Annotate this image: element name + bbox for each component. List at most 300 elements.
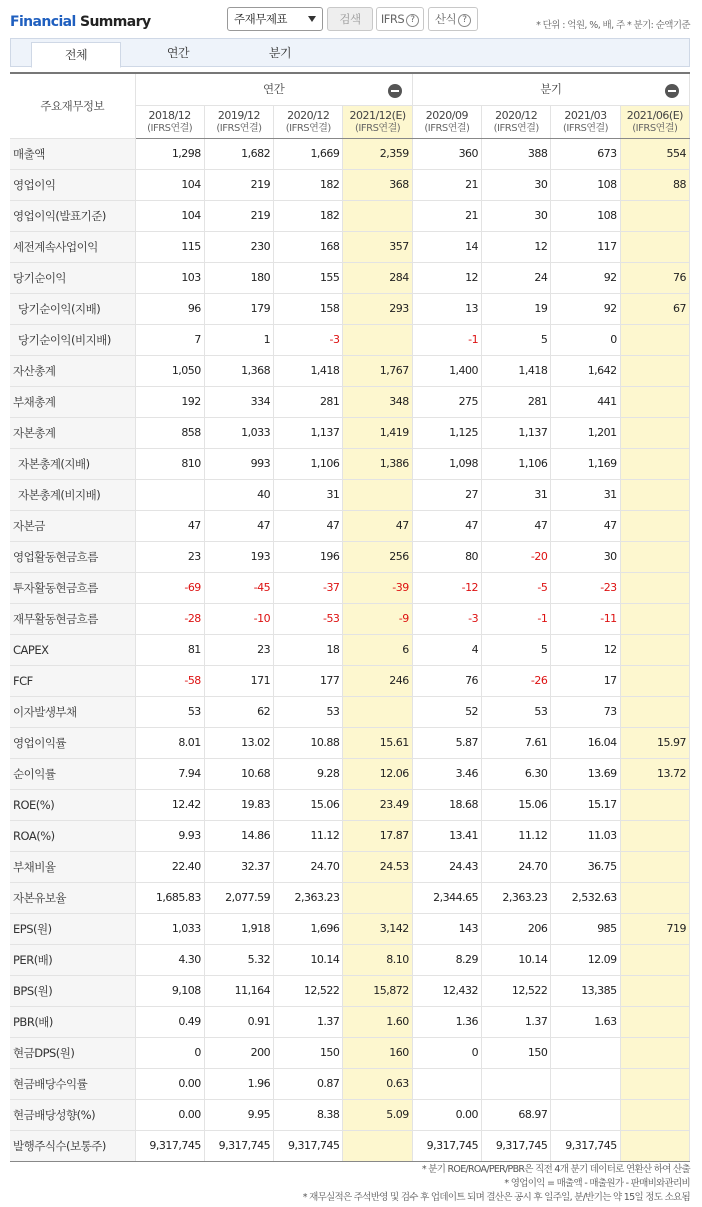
period-basis: (IFRS연결) <box>216 122 262 134</box>
table-cell: 7.61 <box>482 727 551 758</box>
table-cell: 88 <box>620 169 689 200</box>
table-cell: -58 <box>135 665 204 696</box>
table-cell: 0.00 <box>412 1099 481 1130</box>
table-cell: 1,106 <box>482 448 551 479</box>
table-cell: -12 <box>412 572 481 603</box>
table-cell: 985 <box>551 913 620 944</box>
table-cell: 10.88 <box>274 727 343 758</box>
period-label: 2020/12 <box>495 108 538 122</box>
page-title-rest: Summary <box>75 14 151 30</box>
table-cell: 357 <box>343 231 412 262</box>
table-cell: -1 <box>412 324 481 355</box>
table-cell: 8.01 <box>135 727 204 758</box>
table-cell: 22.40 <box>135 851 204 882</box>
table-cell: 68.97 <box>482 1099 551 1130</box>
table-cell: 6 <box>343 634 412 665</box>
tab-all[interactable]: 전체 <box>31 42 121 68</box>
table-cell: 62 <box>204 696 273 727</box>
table-cell: -3 <box>412 603 481 634</box>
period-header <box>135 105 204 138</box>
group-quarter-label: 분기 <box>540 82 562 97</box>
table-cell: 19.83 <box>204 789 273 820</box>
row-label: 영업이익률 <box>10 727 135 758</box>
table-cell: 293 <box>343 293 412 324</box>
corner-header: 주요재무정보 <box>10 73 135 138</box>
period-header <box>620 105 689 138</box>
table-row <box>10 1037 690 1068</box>
table-cell: 53 <box>482 696 551 727</box>
table-cell: 73 <box>551 696 620 727</box>
table-cell: 24.43 <box>412 851 481 882</box>
table-cell <box>620 820 689 851</box>
table-cell <box>620 355 689 386</box>
table-cell: 360 <box>412 138 481 169</box>
table-cell: 810 <box>135 448 204 479</box>
table-cell: 1,298 <box>135 138 204 169</box>
footnote-line: * 분기 ROE/ROA/PER/PBR은 직전 4개 분기 데이터로 연환산 하여 산출 <box>421 1164 690 1175</box>
table-cell <box>620 1130 689 1161</box>
table-cell <box>620 1099 689 1130</box>
table-cell: 47 <box>343 510 412 541</box>
row-label: 자본총계 <box>10 417 135 448</box>
table-row <box>10 603 690 634</box>
table-cell: 1,033 <box>204 417 273 448</box>
row-label: 매출액 <box>10 138 135 169</box>
table-cell: 158 <box>274 293 343 324</box>
table-row <box>10 913 690 944</box>
table-cell: 1,685.83 <box>135 882 204 913</box>
row-label: 자본유보율 <box>10 882 135 913</box>
table-cell: 1.63 <box>551 1006 620 1037</box>
table-row <box>10 820 690 851</box>
table-row <box>10 479 690 510</box>
period-label: 2019/12 <box>217 108 261 122</box>
table-cell: 9.28 <box>274 758 343 789</box>
table-cell: -20 <box>482 541 551 572</box>
table-cell: 388 <box>482 138 551 169</box>
table-cell: 12 <box>482 231 551 262</box>
table-row <box>10 851 690 882</box>
table-row <box>10 355 690 386</box>
footnotes <box>303 1163 690 1205</box>
table-cell <box>620 851 689 882</box>
table-cell: 993 <box>204 448 273 479</box>
table-cell: 0.91 <box>204 1006 273 1037</box>
table-cell: -69 <box>135 572 204 603</box>
table-cell <box>620 417 689 448</box>
row-label: 투자활동현금흐름 <box>10 572 135 603</box>
table-row <box>10 386 690 417</box>
table-cell: -53 <box>274 603 343 634</box>
table-cell: 9,317,745 <box>412 1130 481 1161</box>
table-cell: 1,669 <box>274 138 343 169</box>
period-label: 2020/12 <box>287 108 330 122</box>
table-cell: 368 <box>343 169 412 200</box>
formula-help-button[interactable] <box>428 7 478 31</box>
table-row <box>10 882 690 913</box>
row-label: 현금DPS(원) <box>10 1037 135 1068</box>
table-cell: 1.96 <box>204 1068 273 1099</box>
table-cell <box>620 696 689 727</box>
table-cell: 1.60 <box>343 1006 412 1037</box>
table-cell <box>482 1068 551 1099</box>
table-cell: 200 <box>204 1037 273 1068</box>
table-row <box>10 138 690 169</box>
table-cell: 31 <box>482 479 551 510</box>
table-cell: 11,164 <box>204 975 273 1006</box>
table-cell <box>620 386 689 417</box>
table-cell: 10.68 <box>204 758 273 789</box>
table-cell: 81 <box>135 634 204 665</box>
unit-note: * 단위 : 억원, %, 배, 주 * 분기: 순액기준 <box>536 20 690 31</box>
collapse-quarter-icon[interactable] <box>665 84 679 98</box>
table-row <box>10 169 690 200</box>
table-row <box>10 758 690 789</box>
row-label: PER(배) <box>10 944 135 975</box>
table-cell: -11 <box>551 603 620 634</box>
footnote-line: * 영업이익 = 매출액 - 매출원가 - 판매비와관리비 <box>504 1178 690 1189</box>
table-cell: 11.03 <box>551 820 620 851</box>
table-cell: 1,400 <box>412 355 481 386</box>
period-basis: (IFRS연결) <box>562 122 609 134</box>
table-cell: 1,682 <box>204 138 273 169</box>
row-label: 영업활동현금흐름 <box>10 541 135 572</box>
table-cell: 1,137 <box>274 417 343 448</box>
table-cell: 182 <box>274 200 343 231</box>
table-cell <box>343 324 412 355</box>
table-cell: -5 <box>482 572 551 603</box>
row-label: BPS(원) <box>10 975 135 1006</box>
table-cell: 21 <box>412 200 481 231</box>
table-cell: 1,169 <box>551 448 620 479</box>
row-label: 순이익률 <box>10 758 135 789</box>
table-cell: 160 <box>343 1037 412 1068</box>
table-cell: 24.70 <box>274 851 343 882</box>
table-cell: 115 <box>135 231 204 262</box>
table-cell: 47 <box>551 510 620 541</box>
collapse-annual-icon[interactable] <box>388 84 402 98</box>
table-row <box>10 510 690 541</box>
table-cell <box>620 665 689 696</box>
table-cell: 206 <box>482 913 551 944</box>
table-cell: 6.30 <box>482 758 551 789</box>
table-cell: 196 <box>274 541 343 572</box>
table-cell: 0 <box>412 1037 481 1068</box>
table-cell: 673 <box>551 138 620 169</box>
table-cell: 92 <box>551 262 620 293</box>
table-cell: 13.41 <box>412 820 481 851</box>
row-label: 부채비율 <box>10 851 135 882</box>
table-cell: 9,317,745 <box>204 1130 273 1161</box>
row-label: 자산총계 <box>10 355 135 386</box>
table-row <box>10 572 690 603</box>
table-row <box>10 1099 690 1130</box>
table-cell: 177 <box>274 665 343 696</box>
table-cell: -28 <box>135 603 204 634</box>
period-label: 2021/03 <box>564 108 607 122</box>
table-cell: 24.53 <box>343 851 412 882</box>
table-cell <box>620 1006 689 1037</box>
table-cell <box>551 1068 620 1099</box>
table-cell: 31 <box>274 479 343 510</box>
table-cell: -39 <box>343 572 412 603</box>
table-cell: 12 <box>551 634 620 665</box>
table-cell: 0.00 <box>135 1068 204 1099</box>
ifrs-help-button[interactable] <box>376 7 424 31</box>
table-cell: 19 <box>482 293 551 324</box>
row-label: 자본총계(비지배) <box>10 479 135 510</box>
table-cell: 8.38 <box>274 1099 343 1130</box>
period-header <box>343 105 412 138</box>
table-cell: 554 <box>620 138 689 169</box>
table-cell: 9,108 <box>135 975 204 1006</box>
table-cell: 1,918 <box>204 913 273 944</box>
top-bar <box>0 0 702 38</box>
table-cell: 104 <box>135 200 204 231</box>
table-cell: 1,137 <box>482 417 551 448</box>
row-label: 자본총계(지배) <box>10 448 135 479</box>
table-cell: 27 <box>412 479 481 510</box>
period-header <box>482 105 551 138</box>
table-cell <box>620 944 689 975</box>
table-cell <box>620 200 689 231</box>
table-cell <box>343 1130 412 1161</box>
table-cell: 52 <box>412 696 481 727</box>
table-cell: 17.87 <box>343 820 412 851</box>
table-cell: 12.06 <box>343 758 412 789</box>
table-cell: 182 <box>274 169 343 200</box>
table-cell: 36.75 <box>551 851 620 882</box>
table-cell: 171 <box>204 665 273 696</box>
table-row <box>10 1068 690 1099</box>
table-cell: 2,359 <box>343 138 412 169</box>
row-label: 영업이익(발표기준) <box>10 200 135 231</box>
table-cell: 117 <box>551 231 620 262</box>
table-cell: -45 <box>204 572 273 603</box>
table-cell: 348 <box>343 386 412 417</box>
tab-annual[interactable]: 연간 <box>166 46 190 60</box>
table-cell <box>620 510 689 541</box>
statement-type-select[interactable] <box>227 7 323 31</box>
row-label: PBR(배) <box>10 1006 135 1037</box>
table-cell <box>343 200 412 231</box>
table-cell: 108 <box>551 200 620 231</box>
table-cell: -37 <box>274 572 343 603</box>
table-cell: 180 <box>204 262 273 293</box>
table-cell: 108 <box>551 169 620 200</box>
table-cell: 53 <box>274 696 343 727</box>
table-cell: 47 <box>412 510 481 541</box>
row-label: ROE(%) <box>10 789 135 820</box>
table-cell: 11.12 <box>274 820 343 851</box>
table-cell: 14 <box>412 231 481 262</box>
row-label: 현금배당성향(%) <box>10 1099 135 1130</box>
table-cell: 47 <box>274 510 343 541</box>
table-cell: 179 <box>204 293 273 324</box>
table-cell: -1 <box>482 603 551 634</box>
table-cell: -23 <box>551 572 620 603</box>
table-cell: 76 <box>620 262 689 293</box>
table-cell <box>620 231 689 262</box>
period-basis: (IFRS연결) <box>493 122 539 134</box>
table-cell: 31 <box>551 479 620 510</box>
period-label: 2021/06(E) <box>626 108 683 122</box>
page-title-brand: Financial <box>10 14 76 30</box>
table-cell: 47 <box>482 510 551 541</box>
table-cell: 193 <box>204 541 273 572</box>
table-cell: 4 <box>412 634 481 665</box>
table-cell: 13.69 <box>551 758 620 789</box>
table-cell: 1.37 <box>482 1006 551 1037</box>
group-annual-label: 연간 <box>263 82 285 97</box>
table-row <box>10 293 690 324</box>
table-cell: 103 <box>135 262 204 293</box>
table-cell: 9,317,745 <box>482 1130 551 1161</box>
table-cell: 21 <box>412 169 481 200</box>
question-icon: ? <box>458 14 471 27</box>
table-cell <box>620 324 689 355</box>
table-cell: 1,050 <box>135 355 204 386</box>
row-label: ROA(%) <box>10 820 135 851</box>
table-cell <box>620 975 689 1006</box>
table-cell: 1,098 <box>412 448 481 479</box>
table-cell: 4.30 <box>135 944 204 975</box>
table-cell: 1,033 <box>135 913 204 944</box>
table-cell: 12.09 <box>551 944 620 975</box>
table-cell: 1 <box>204 324 273 355</box>
table-cell <box>620 541 689 572</box>
table-cell: 15.06 <box>482 789 551 820</box>
row-label: 세전계속사업이익 <box>10 231 135 262</box>
group-header-annual <box>135 73 412 105</box>
question-icon: ? <box>406 14 419 27</box>
table-row <box>10 665 690 696</box>
table-cell: 1,418 <box>274 355 343 386</box>
table-body <box>10 138 690 1161</box>
table-cell: 150 <box>274 1037 343 1068</box>
table-cell: 5.87 <box>412 727 481 758</box>
table-cell: 1,386 <box>343 448 412 479</box>
formula-label: 산식 <box>434 12 457 26</box>
table-cell <box>620 572 689 603</box>
table-cell: 47 <box>135 510 204 541</box>
table-row <box>10 1006 690 1037</box>
table-row <box>10 944 690 975</box>
row-label: 현금배당수익률 <box>10 1068 135 1099</box>
period-header <box>412 105 481 138</box>
table-cell: 2,532.63 <box>551 882 620 913</box>
table-cell: 9,317,745 <box>135 1130 204 1161</box>
table-cell: 1,767 <box>343 355 412 386</box>
table-cell: 143 <box>412 913 481 944</box>
table-cell: 30 <box>551 541 620 572</box>
table-cell: 16.04 <box>551 727 620 758</box>
table-cell: 14.86 <box>204 820 273 851</box>
row-label: 당기순이익(비지배) <box>10 324 135 355</box>
tab-quarter[interactable]: 분기 <box>268 46 292 60</box>
table-cell: 67 <box>620 293 689 324</box>
table-row <box>10 417 690 448</box>
table-cell: 24 <box>482 262 551 293</box>
period-basis: (IFRS연결) <box>147 122 193 134</box>
ifrs-label: IFRS <box>380 12 405 26</box>
table-cell <box>343 479 412 510</box>
table-cell <box>343 696 412 727</box>
table-cell: 12,522 <box>274 975 343 1006</box>
table-cell: 1,696 <box>274 913 343 944</box>
table-cell: 32.37 <box>204 851 273 882</box>
table-cell: 275 <box>412 386 481 417</box>
table-cell: 0.87 <box>274 1068 343 1099</box>
table-cell: 80 <box>412 541 481 572</box>
table-cell: 719 <box>620 913 689 944</box>
period-basis: (IFRS연결) <box>424 122 470 134</box>
table-cell: 23.49 <box>343 789 412 820</box>
table-cell: 15.06 <box>274 789 343 820</box>
table-cell: 40 <box>204 479 273 510</box>
row-label: 당기순이익(지배) <box>10 293 135 324</box>
table-row <box>10 727 690 758</box>
table-cell: 92 <box>551 293 620 324</box>
table-cell: 15.61 <box>343 727 412 758</box>
financial-summary-table <box>10 72 690 1162</box>
row-label: 발행주식수(보통주) <box>10 1130 135 1161</box>
table-cell: 12,432 <box>412 975 481 1006</box>
table-cell: 7 <box>135 324 204 355</box>
table-cell: 1,201 <box>551 417 620 448</box>
table-cell: 5.09 <box>343 1099 412 1130</box>
table-cell: 284 <box>343 262 412 293</box>
table-cell: 168 <box>274 231 343 262</box>
table-row <box>10 975 690 1006</box>
row-label: 자본금 <box>10 510 135 541</box>
table-row <box>10 262 690 293</box>
table-cell <box>620 789 689 820</box>
row-label: 이자발생부채 <box>10 696 135 727</box>
table-row <box>10 789 690 820</box>
group-header-quarter <box>412 73 689 105</box>
table-cell: 246 <box>343 665 412 696</box>
table-cell <box>620 448 689 479</box>
table-row <box>10 1130 690 1161</box>
table-cell: 9,317,745 <box>274 1130 343 1161</box>
row-label: 영업이익 <box>10 169 135 200</box>
table-cell: 219 <box>204 200 273 231</box>
table-cell: -3 <box>274 324 343 355</box>
table-cell: 1,368 <box>204 355 273 386</box>
table-cell: 3.46 <box>412 758 481 789</box>
table-cell: 155 <box>274 262 343 293</box>
table-cell: 1,642 <box>551 355 620 386</box>
period-tabs <box>10 38 690 67</box>
table-cell: 15.17 <box>551 789 620 820</box>
table-cell: 1.36 <box>412 1006 481 1037</box>
row-label: 당기순이익 <box>10 262 135 293</box>
table-cell: 9.93 <box>135 820 204 851</box>
table-cell: 13.72 <box>620 758 689 789</box>
table-cell: 10.14 <box>482 944 551 975</box>
table-cell: -10 <box>204 603 273 634</box>
table-cell: 15,872 <box>343 975 412 1006</box>
table-cell <box>620 1037 689 1068</box>
table-row <box>10 324 690 355</box>
search-button[interactable]: 검색 <box>327 7 373 31</box>
table-cell: 12.42 <box>135 789 204 820</box>
table-cell: 24.70 <box>482 851 551 882</box>
period-basis: (IFRS연결) <box>632 122 678 134</box>
table-cell: 3,142 <box>343 913 412 944</box>
table-cell: 30 <box>482 200 551 231</box>
